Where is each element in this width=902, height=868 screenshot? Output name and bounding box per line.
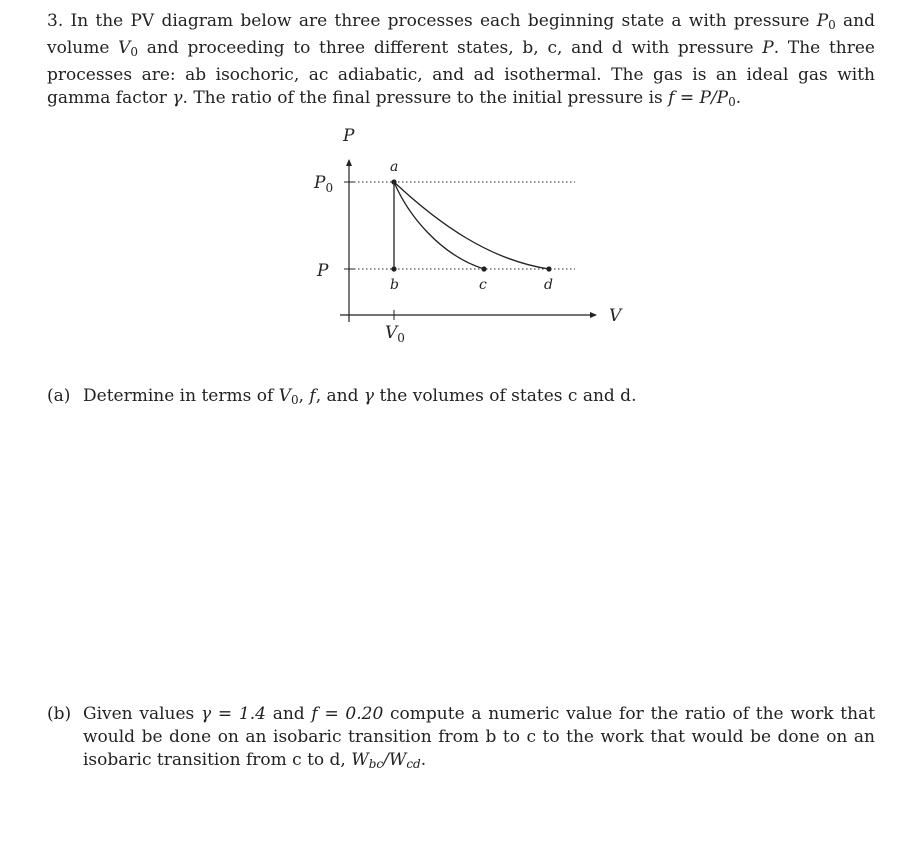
state-point-d xyxy=(546,266,551,271)
tick-label-v0: $V_0$ xyxy=(385,323,405,345)
symbol-V0: $V_0$ xyxy=(118,38,139,59)
part-b-text: Given values γ = 1.4 and f = 0.20 compute a numeric value for the ratio of the work that would be done on an isobaric transition from b to c to the work that would be done on an isobaric transition from c to d, Wbc/Wcd. xyxy=(83,704,876,771)
isothermal-ad xyxy=(394,182,549,269)
part-a-text: Determine in terms of $V_0$, f, and γ the volumes of states c and d. xyxy=(83,386,637,407)
state-label-c: c xyxy=(479,277,487,293)
f-value: f = 0.20 xyxy=(311,704,384,724)
symbol-gamma: γ xyxy=(172,88,183,108)
axis-label-v: V xyxy=(609,306,622,326)
state-point-a xyxy=(391,179,396,184)
state-point-c xyxy=(481,266,486,271)
gamma-value: γ = 1.4 xyxy=(201,704,266,724)
symbol-P: P xyxy=(762,38,774,58)
symbol-P0: $P_0$ xyxy=(816,11,836,32)
part-a-label: (a) xyxy=(47,386,71,406)
part-a xyxy=(47,385,875,412)
problem-number: 3. xyxy=(47,11,64,31)
symbol-f: f xyxy=(309,386,316,406)
state-label-b: b xyxy=(390,277,399,293)
ratio-expression: $f = P/P_0$ xyxy=(668,88,736,109)
state-label-d: d xyxy=(544,277,553,293)
symbol-V0: $V_0$ xyxy=(278,386,299,407)
problem-statement: 3. In the PV diagram below are three processes each beginning state a with pressure $P_0$ and volume $V_0$ and proceeding to three different states, b, c, and d with pressure P. The three processes are: ab isochoric, ac adiabatic, and ad isothermal. The gas is an ideal gas with gamma factor γ. The ratio of the final pressure to the initial pressure is $f = P/P_0$. xyxy=(47,11,875,109)
tick-label-p0: $P_0$ xyxy=(314,173,334,195)
symbol-gamma: γ xyxy=(363,386,375,406)
part-b-label: (b) xyxy=(47,704,72,724)
axis-label-p: P xyxy=(343,126,355,146)
tick-label-p: P xyxy=(317,261,329,281)
state-label-a: a xyxy=(390,159,399,175)
state-point-b xyxy=(391,266,396,271)
part-b xyxy=(47,703,875,776)
work-ratio: Wbc/Wcd xyxy=(351,750,421,771)
